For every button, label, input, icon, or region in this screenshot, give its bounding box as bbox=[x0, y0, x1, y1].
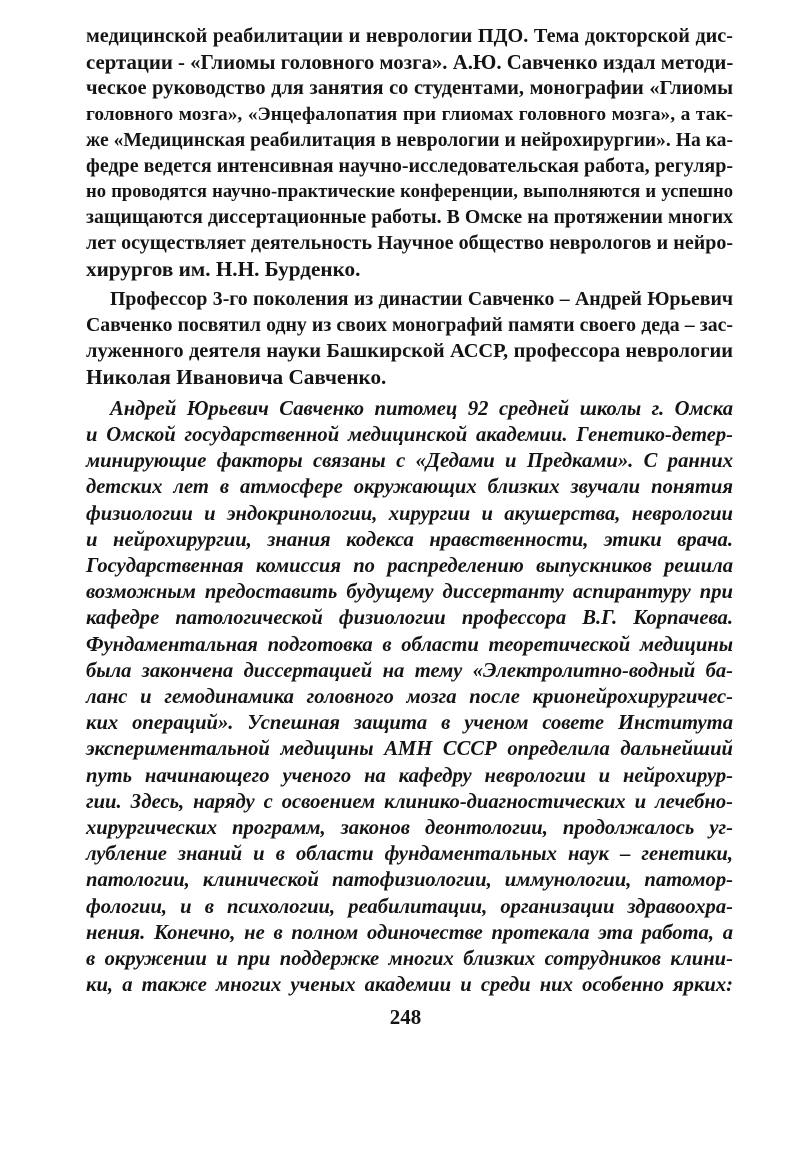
text-line: медицинской реабилитации и неврологии ПДО. Тема докторской дис- bbox=[86, 25, 733, 47]
page-body bbox=[86, 24, 733, 998]
text-line: и Омской государственной медицинской академии. Генетико-детер- bbox=[86, 423, 733, 446]
text-line: хирургов им. Н.Н. Бурденко. bbox=[86, 257, 361, 282]
text-line: минирующие факторы связаны с «Дедами и Предками». С ранних bbox=[86, 450, 733, 473]
text-line: возможным предоставить будущему диссертанту аспирантуру при bbox=[86, 581, 733, 604]
text-line: Николая Ивановича Савченко. bbox=[86, 364, 387, 389]
text-line: гии. Здесь, наряду с освоением клинико-диагностических и лечебно- bbox=[86, 790, 733, 813]
page-number: 248 bbox=[389, 1005, 422, 1029]
text-line: ких операций». Успешная защита в ученом совете Института bbox=[86, 712, 733, 735]
text-line: головного мозга», «Энцефалопатия при глиомах головного мозга», а так- bbox=[86, 103, 733, 125]
text-line: в окружении и при поддержке многих близких сотрудников клини- bbox=[86, 947, 733, 970]
paragraph-3 bbox=[86, 396, 733, 999]
text-line: экспериментальной медицины АМН СССР определила дальнейший bbox=[86, 738, 733, 761]
text-line: федре ведется интенсивная научно-исследовательская работа, регуляр- bbox=[86, 154, 734, 177]
text-line: лет осуществляет деятельность Научное общество неврологов и нейро- bbox=[86, 232, 733, 255]
text-line: Савченко посвятил одну из своих монографий памяти своего деда – зас- bbox=[86, 313, 733, 336]
text-line: фологии, и в психологии, реабилитации, организации здравоохра- bbox=[86, 895, 733, 918]
text-line-first bbox=[86, 396, 733, 422]
text-line: Профессор 3-го поколения из династии Савченко – Андрей Юрьевич bbox=[110, 288, 733, 311]
text-line: кафедре патологической физиологии профессора В.Г. Корпачева. bbox=[86, 607, 733, 630]
text-line: но проводятся научно-практические конференции, выполняются и успешно bbox=[86, 181, 733, 203]
text-line: лубление знаний и в области фундаментальных наук – генетики, bbox=[86, 843, 733, 866]
text-line: защищаются диссертационные работы. В Омске на протяжении многих bbox=[86, 206, 733, 229]
text-line: была закончена диссертацией на тему «Электролитно-водный ба- bbox=[86, 659, 733, 682]
text-line: хирургических программ, законов деонтологии, продолжалось уг- bbox=[86, 816, 733, 839]
paragraph-2 bbox=[86, 287, 733, 391]
text-line: и нейрохирургии, знания кодекса нравственности, этики врача. bbox=[86, 528, 733, 551]
paragraph-1 bbox=[86, 24, 733, 283]
text-line: физиологии и эндокринологии, хирургии и акушерства, неврологии bbox=[86, 502, 733, 525]
text-line: ланс и гемодинамика головного мозга после криoнейрохирургичес- bbox=[86, 685, 733, 708]
text-line: ки, а также многих ученых академии и среди них особенно ярких: bbox=[86, 974, 733, 997]
text-line: путь начинающего ученого на кафедру неврологии и нейрохирур- bbox=[86, 764, 733, 787]
text-line: детских лет в атмосфере окружающих близких звучали понятия bbox=[86, 476, 733, 499]
text-line: Государственная комиссия по распределению выпускников решила bbox=[86, 554, 733, 577]
text-line: луженного деятеля науки Башкирской АССР, профессора неврологии bbox=[86, 339, 733, 362]
text-line: ческое руководство для занятия со студентами, монографии «Глиомы bbox=[86, 76, 733, 99]
text-line: сертации - «Глиомы головного мозга». А.Ю. Савченко издал методи- bbox=[86, 50, 734, 74]
text-line: же «Медицинская реабилитация в неврологии и нейрохирургии». На ка- bbox=[86, 129, 733, 151]
text-line: Фундаментальная подготовка в области теоретической медицины bbox=[86, 633, 733, 656]
lead-name: Андрей Юрьевич Савченко bbox=[110, 397, 365, 420]
text-line: нения. Конечно, не в полном одиночестве протекала эта работа, а bbox=[86, 921, 733, 944]
text-line: патологии, клинической патофизиологии, иммунологии, патомор- bbox=[86, 869, 733, 892]
text-fragment: питомец 92 средней школы г. Омска bbox=[364, 397, 733, 420]
